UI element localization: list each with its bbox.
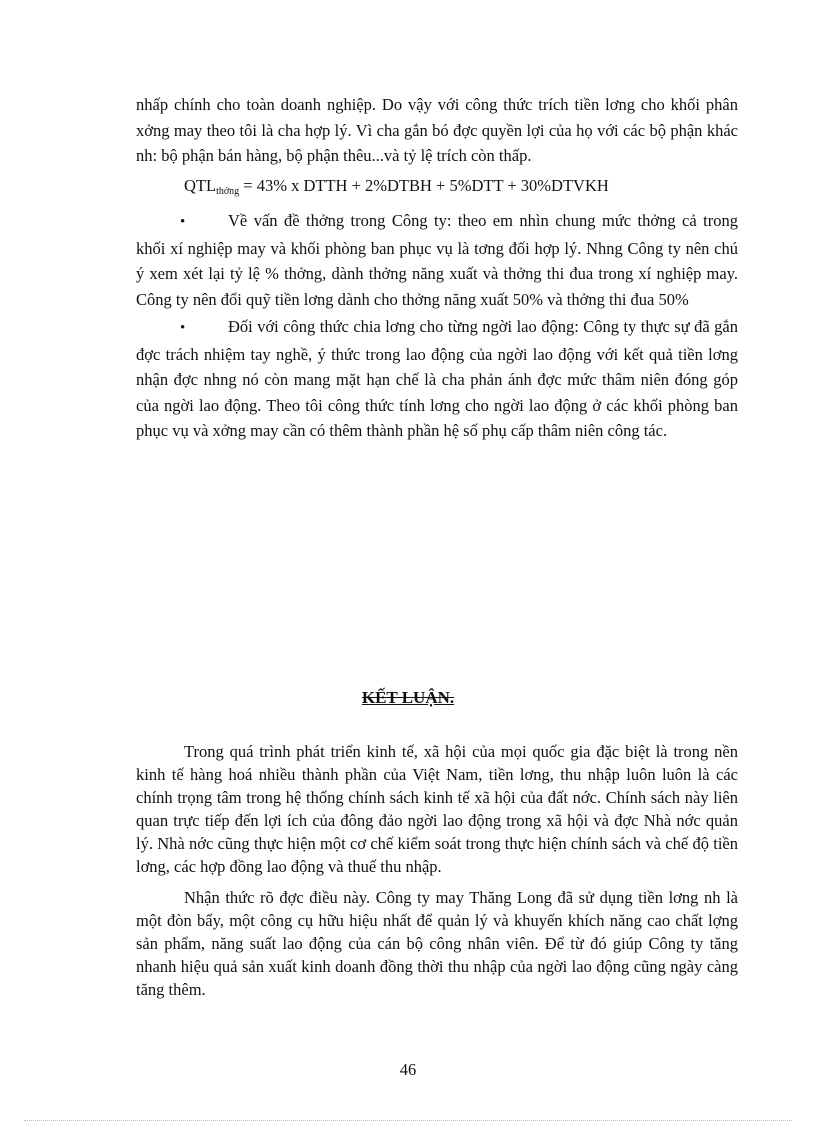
bullet-item-bonus xyxy=(136,208,738,312)
conclusion-paragraph: Nhận thức rõ đợc điều này. Công ty may Thăng Long đã sử dụng tiền lơng nh là một đòn bẩy, một công cụ hữu hiệu nhất để quản lý và khuyến khích năng cao chất lợng sản phẩm, năng suất lao động của cán bộ công nhân viên. Để từ đó giúp Công ty tăng nhanh hiệu quả sản xuất kinh doanh đồng thời thu nhập của ngời lao động cũng ngày càng tăng thêm. xyxy=(136,888,738,999)
bullet-item-salary-formula xyxy=(136,314,738,444)
conclusion-heading: KẾT LUẬN. xyxy=(361,688,455,707)
bullet-icon: • xyxy=(180,320,186,336)
paragraph-continuation: nhấp chính cho toàn doanh nghiệp. Do vậy với công thức trích tiền lơng cho khối phân xởng may theo tôi là cha hợp lý. Vì cha gắn bó đợc quyền lợi của họ với các bộ phận khác nh: bộ phận bán hàng, bộ phận thêu...và tỷ lệ trích còn thấp. xyxy=(136,95,738,165)
bullet-icon: • xyxy=(180,214,186,230)
salary-fund-formula xyxy=(136,173,738,205)
page-number: 46 xyxy=(399,1060,417,1079)
conclusion-section xyxy=(136,740,738,1001)
bullet-text-bonus: Về vấn đề thởng trong Công ty: theo em nhìn chung mức thởng cả trong khối xí nghiệp may và khối phòng ban phục vụ là tơng đối hợp lý. Nhng Công ty nên chú ý xem xét lại tỷ lệ % thởng, dành thởng năng xuất và thởng thi đua trong xí nghiệp may. Công ty nên đổi quỹ tiền lơng dành cho thởng năng xuất 50% và thởng thi đua 50% xyxy=(136,211,738,309)
bullet-text-salary-formula: Đối với công thức chia lơng cho từng ngời lao động: Công ty thực sự đã gắn đợc trách nhiệm tay nghề, ý thức trong lao động của ngời lao động với kết quả tiền lơng nhận đợc nhng nó còn mang mặt hạn chế là cha phản ánh đợc mức thâm niên đóng góp của ngời lao động. Theo tôi công thức tính lơng cho ngời lao động ở các khối phòng ban phục vụ và xởng may cần có thêm thành phần hệ số phụ cấp thâm niên công tác. xyxy=(136,317,738,440)
formula-prefix: QTL xyxy=(184,175,217,195)
top-section xyxy=(136,92,738,444)
formula-subscript: thởng xyxy=(216,185,240,197)
conclusion-paragraph: Trong quá trình phát triển kinh tế, xã hội của mọi quốc gia đặc biệt là trong nền kinh tế hàng hoá nhiều thành phần của Việt Nam, tiền lơng, thu nhập luôn luôn là các chính trọng tâm trong hệ thống chính sách kinh tế xã hội của đất nớc. Chính sách này liên quan trực tiếp đến lợi ích của đông đảo ngời lao động trong xã hội và đợc Nhà nớc quản lý. Nhà nớc cũng thực hiện một cơ chế kiểm soát trong thực hiện chính sách và chế độ tiền lơng, các hợp đồng lao động và thuế thu nhập. xyxy=(136,742,738,876)
footer-divider xyxy=(24,1120,792,1121)
formula-expression: = 43% x DTTH + 2%DTBH + 5%DTT + 30%DTVKH xyxy=(239,175,609,195)
